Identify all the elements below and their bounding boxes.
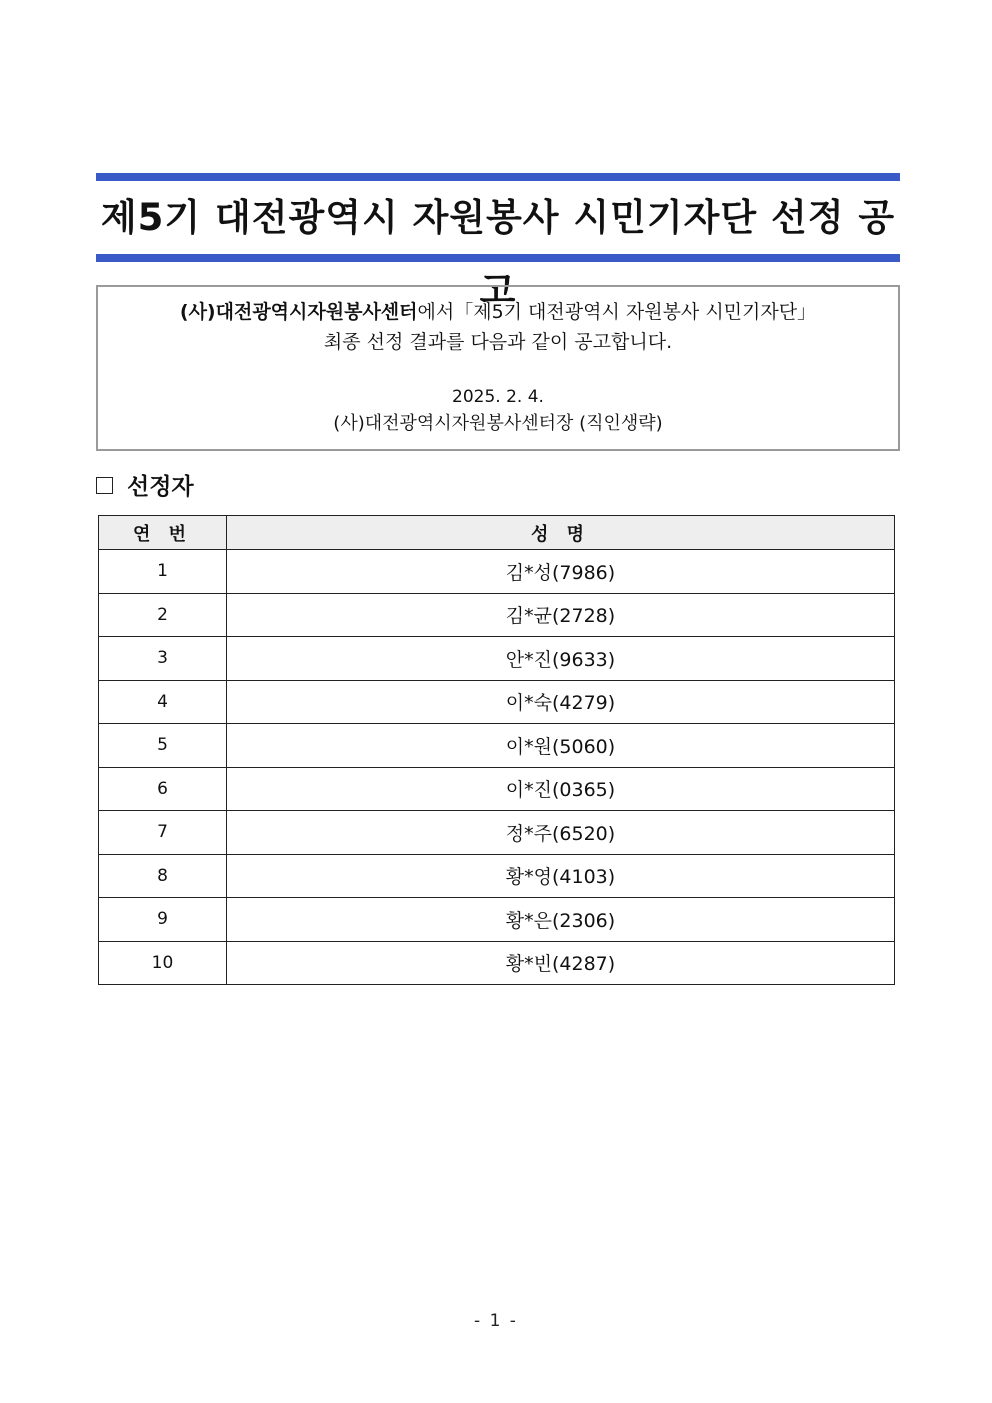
- table-row: [99, 593, 895, 637]
- row-number: 3: [99, 637, 227, 681]
- title-bottom-rule: [96, 254, 900, 262]
- row-name: 황*은(2306): [227, 898, 895, 942]
- row-name: 황*영(4103): [227, 854, 895, 898]
- row-name: 이*진(0365): [227, 767, 895, 811]
- row-name: 황*빈(4287): [227, 941, 895, 985]
- notice-organization: (사)대전광역시자원봉사센터: [179, 301, 418, 323]
- row-name: 이*원(5060): [227, 724, 895, 768]
- table-row: [99, 550, 895, 594]
- table-row: [99, 767, 895, 811]
- row-number: 10: [99, 941, 227, 985]
- table-row: [99, 811, 895, 855]
- table-header-row: [99, 516, 895, 550]
- notice-box: [96, 285, 900, 451]
- notice-line-1: [98, 297, 898, 327]
- empty-square-icon: [96, 477, 113, 494]
- row-name: 정*주(6520): [227, 811, 895, 855]
- row-name: 김*성(7986): [227, 550, 895, 594]
- row-name: 이*숙(4279): [227, 680, 895, 724]
- row-number: 2: [99, 593, 227, 637]
- row-number: 1: [99, 550, 227, 594]
- row-number: 9: [99, 898, 227, 942]
- notice-line-1-rest: 에서「제5기 대전광역시 자원봉사 시민기자단」: [417, 301, 817, 323]
- row-number: 6: [99, 767, 227, 811]
- table-row: [99, 854, 895, 898]
- table-row: [99, 941, 895, 985]
- table-row: [99, 898, 895, 942]
- section-heading-label: 선정자: [127, 474, 194, 500]
- row-number: 8: [99, 854, 227, 898]
- row-name: 김*균(2728): [227, 593, 895, 637]
- title-top-rule: [96, 173, 900, 181]
- row-name: 안*진(9633): [227, 637, 895, 681]
- table-row: [99, 724, 895, 768]
- notice-line-2: 최종 선정 결과를 다음과 같이 공고합니다.: [323, 331, 673, 353]
- page-number: - 1 -: [474, 1311, 518, 1331]
- notice-signer: (사)대전광역시자원봉사센터장 (직인생략): [333, 413, 663, 434]
- section-heading: [96, 470, 194, 504]
- header-number: 연 번: [99, 516, 227, 550]
- row-number: 7: [99, 811, 227, 855]
- row-number: 5: [99, 724, 227, 768]
- document-title: 제5기 대전광역시 자원봉사 시민기자단 선정 공고: [100, 196, 896, 312]
- row-number: 4: [99, 680, 227, 724]
- selection-table: [98, 515, 895, 985]
- notice-date: 2025. 2. 4.: [452, 387, 544, 407]
- header-name: 성 명: [227, 516, 895, 550]
- table-row: [99, 637, 895, 681]
- table-row: [99, 680, 895, 724]
